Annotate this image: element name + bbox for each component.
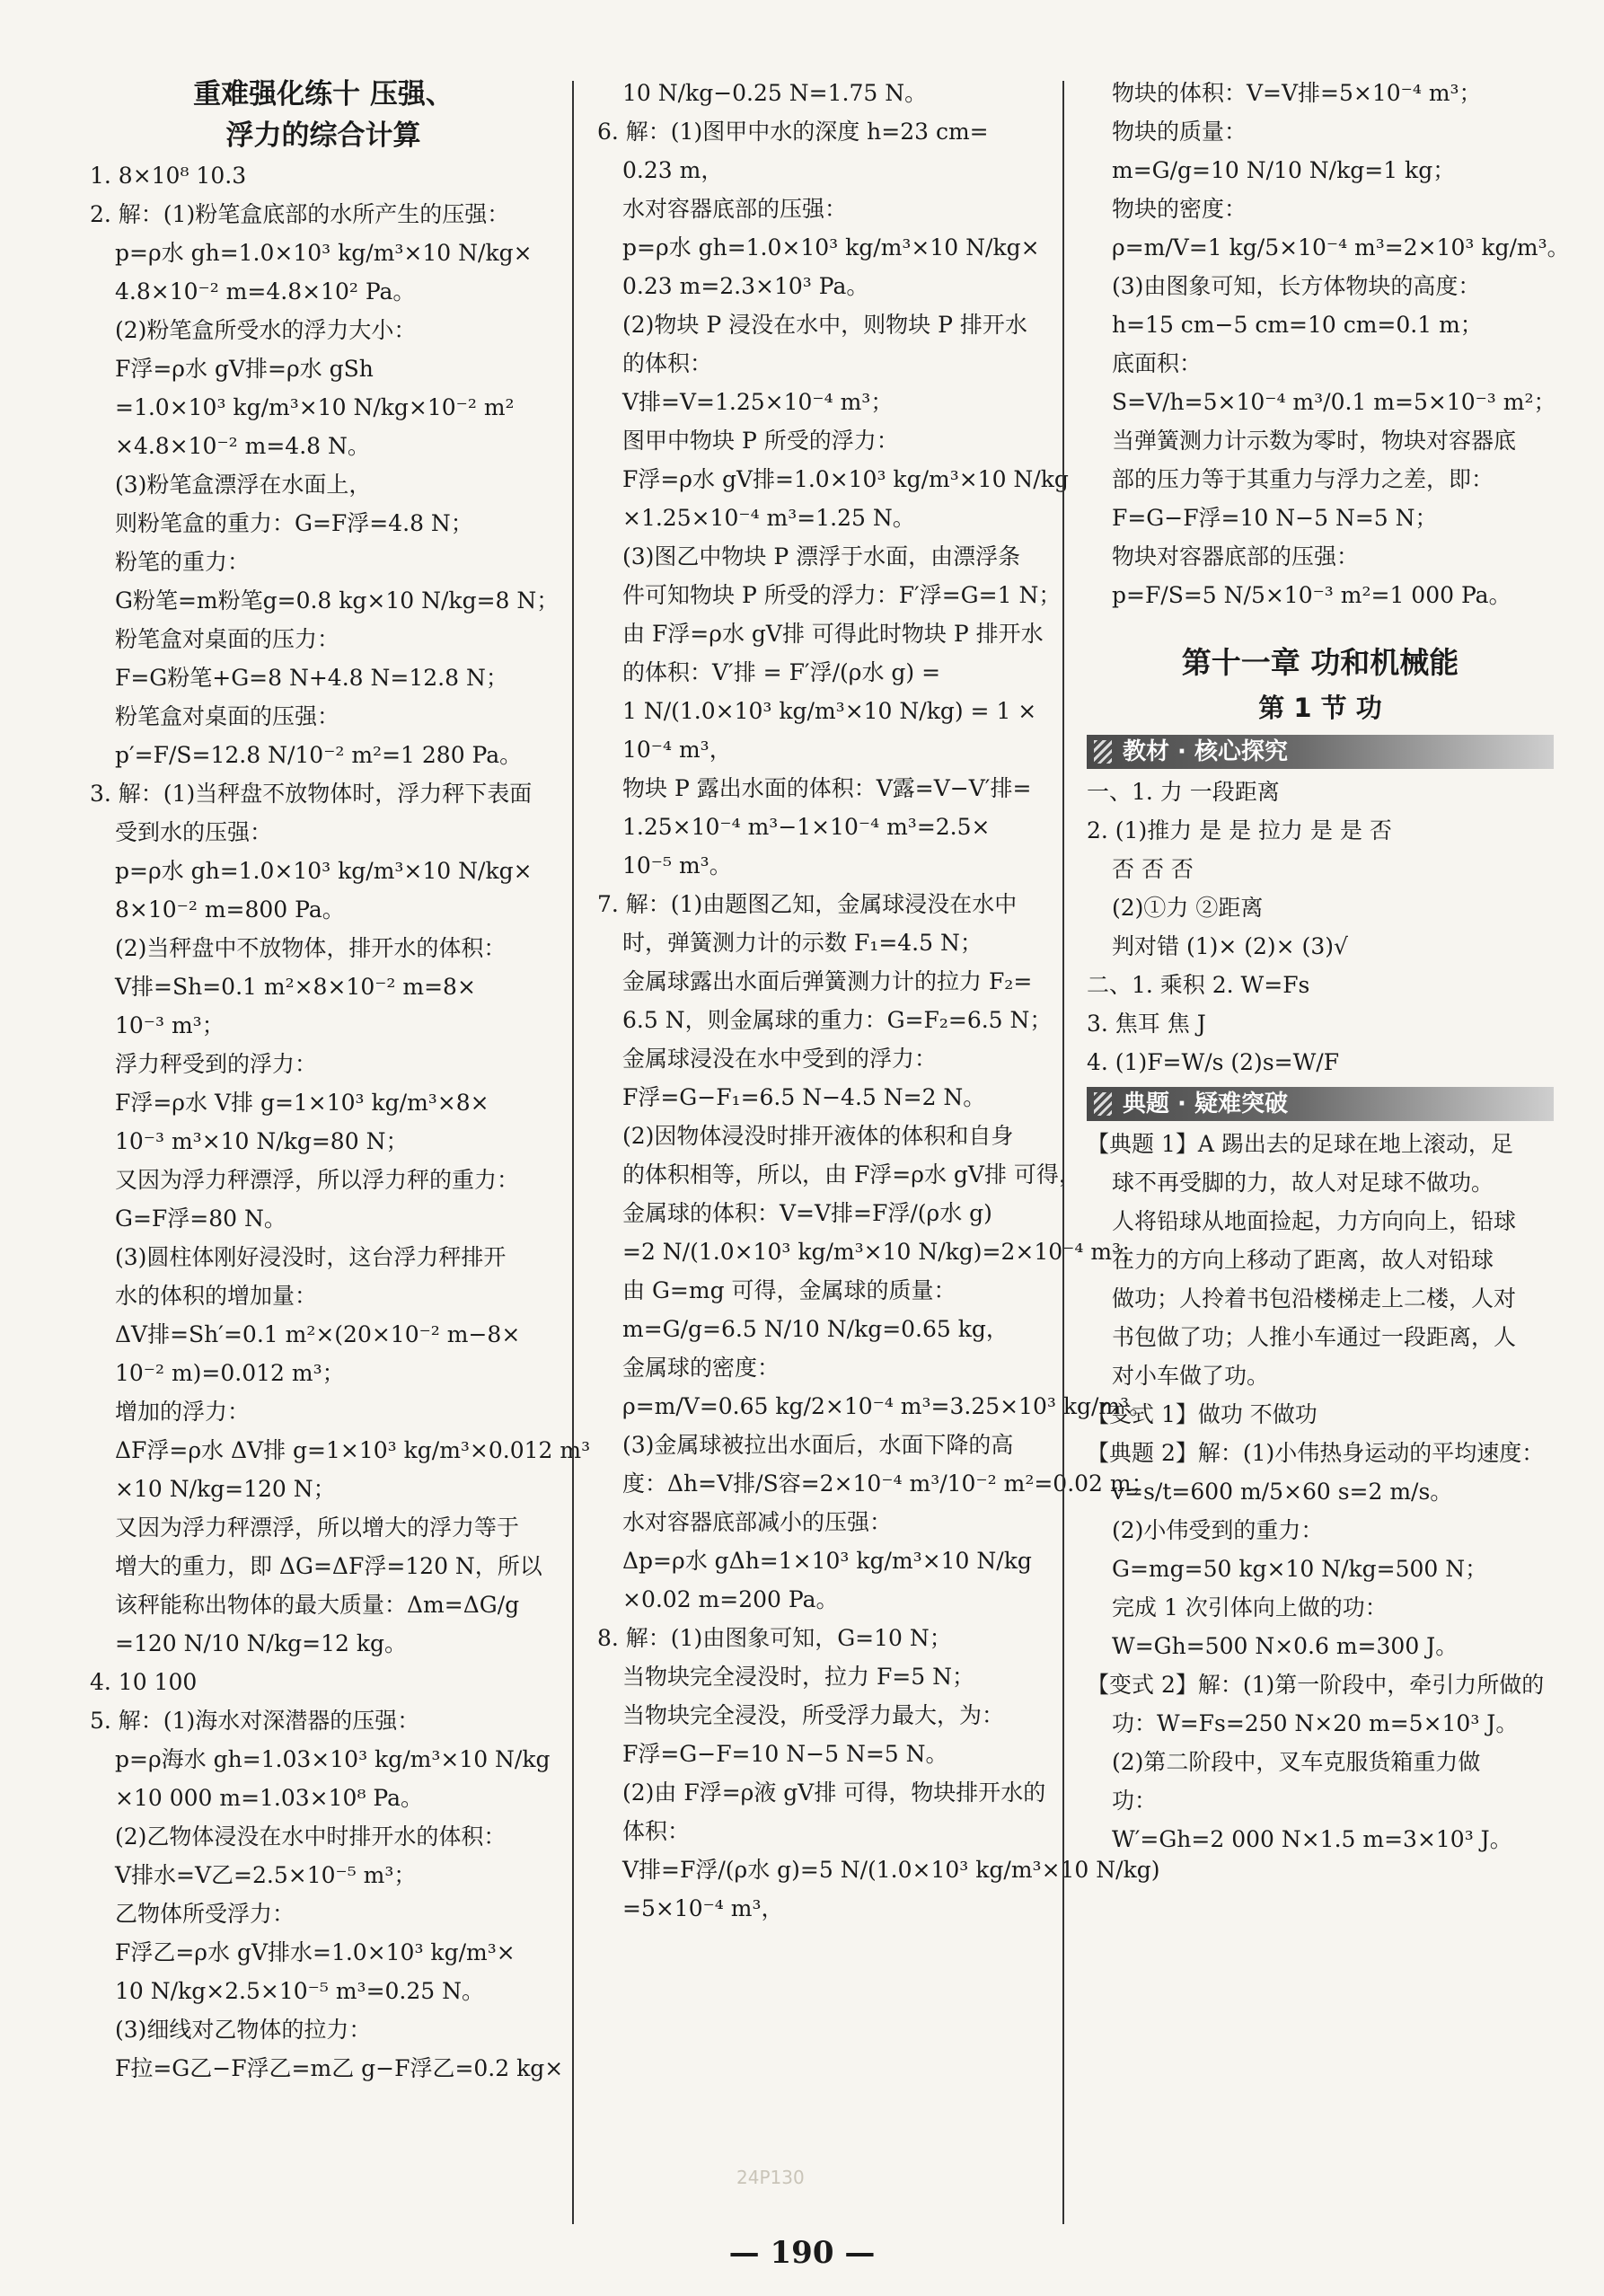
text-line: 增大的重力，即 ΔG=ΔF浮=120 N，所以 <box>115 1553 542 1579</box>
text-line: 功：W=Fs=250 N×20 m=5×10³ J。 <box>1112 1710 1519 1736</box>
text-line: 7. 解：(1)由题图乙知，金属球浸没在水中 <box>597 891 1018 917</box>
text-line: W′=Gh=2 000 N×1.5 m=3×10³ J。 <box>1112 1826 1512 1852</box>
faint-stamp: 24P130 <box>736 2167 805 2188</box>
text-line: 则粉笔盒的重力：G=F浮=4.8 N； <box>115 510 473 536</box>
text-line: F浮=ρ水 gV排=ρ水 gSh <box>115 356 374 382</box>
text-line: F浮乙=ρ水 gV排水=1.0×10³ kg/m³× <box>115 1939 516 1965</box>
text-line: 水对容器底部减小的压强： <box>622 1509 893 1535</box>
text-line: ×10 000 m=1.03×10⁸ Pa。 <box>115 1785 424 1811</box>
text-line: p=ρ水 gh=1.0×10³ kg/m³×10 N/kg× <box>115 240 533 266</box>
text-line: 一、1. 力 一段距离 <box>1087 779 1280 805</box>
text-line: 4.8×10⁻² m=4.8×10² Pa。 <box>115 278 416 305</box>
text-line: 10 N/kg−0.25 N=1.75 N。 <box>622 80 928 106</box>
text-line: F=G−F浮=10 N−5 N=5 N； <box>1112 505 1438 531</box>
text-line: 做功；人拎着书包沿楼梯走上二楼，人对 <box>1112 1285 1517 1311</box>
text-line: 1. 8×10⁸ 10.3 <box>90 163 247 189</box>
text-line: 【典题 2】解：(1)小伟热身运动的平均速度： <box>1087 1440 1545 1466</box>
text-line: 10⁻³ m³×10 N/kg=80 N； <box>115 1128 409 1154</box>
text-line: p=ρ海水 gh=1.03×10³ kg/m³×10 N/kg <box>115 1746 551 1772</box>
text-line: 由 G=mg 可得，金属球的质量： <box>622 1277 956 1303</box>
text-line: 当弹簧测力计示数为零时，物块对容器底 <box>1112 428 1517 454</box>
text-line: 金属球的体积：V=V排=F浮/(ρ水 g) <box>622 1200 992 1226</box>
text-line: 水的体积的增加量： <box>115 1283 318 1309</box>
text-line: p=F/S=5 N/5×10⁻³ m²=1 000 Pa。 <box>1112 582 1511 608</box>
text-line: G=F浮=80 N。 <box>115 1205 286 1232</box>
text-line: h=15 cm−5 cm=10 cm=0.1 m； <box>1112 312 1483 338</box>
text-line: 部的压力等于其重力与浮力之差，即： <box>1112 466 1494 492</box>
chapter-title: 第十一章 功和机械能 <box>1181 645 1459 680</box>
text-line: ×1.25×10⁻⁴ m³=1.25 N。 <box>622 505 915 531</box>
text-line: F浮=G−F₁=6.5 N−4.5 N=2 N。 <box>622 1084 986 1110</box>
text-line: 底面积： <box>1112 350 1203 376</box>
text-line: 判对错 (1)× (2)× (3)√ <box>1112 933 1348 959</box>
text-line: 粉笔盒对桌面的压强： <box>115 703 340 729</box>
text-line: V排=Sh=0.1 m²×8×10⁻² m=8× <box>115 974 476 1000</box>
text-line: 人将铅球从地面捡起，力方向向上，铅球 <box>1112 1208 1517 1234</box>
text-line: 1.25×10⁻⁴ m³−1×10⁻⁴ m³=2.5× <box>622 814 991 840</box>
text-line: 10⁻² m)=0.012 m³； <box>115 1360 345 1386</box>
text-line: 在力的方向上移动了距离，故人对铅球 <box>1112 1247 1494 1273</box>
text-line: 4. 10 100 <box>90 1669 198 1695</box>
text-line: 浮力秤受到的浮力： <box>115 1051 318 1077</box>
text-line: =1.0×10³ kg/m³×10 N/kg×10⁻² m² <box>115 394 515 420</box>
text-line: 5. 解：(1)海水对深潜器的压强： <box>90 1708 420 1734</box>
text-line: F浮=ρ水 gV排=1.0×10³ kg/m³×10 N/kg <box>622 466 1069 492</box>
text-line: 金属球的密度： <box>622 1355 780 1381</box>
text-line: 10 N/kg×2.5×10⁻⁵ m³=0.25 N。 <box>115 1978 484 2004</box>
text-line: =5×10⁻⁴ m³， <box>622 1895 784 1921</box>
text-line: 【变式 2】解：(1)第一阶段中，牵引力所做的 <box>1087 1672 1545 1698</box>
text-line: 3. 解：(1)当秤盘不放物体时，浮力秤下表面 <box>90 781 533 807</box>
section-banner: 教材 · 核心探究 <box>1087 735 1554 769</box>
section-title: 重难强化练十 压强、 <box>193 78 454 110</box>
text-line: 当物块完全浸没时，拉力 F=5 N； <box>622 1664 974 1690</box>
text-line: 物块的质量： <box>1112 119 1247 145</box>
text-line: 1 N/(1.0×10³ kg/m³×10 N/kg) = 1 × <box>622 698 1037 724</box>
text-line: 0.23 m=2.3×10³ Pa。 <box>622 273 869 299</box>
text-line: G=mg=50 kg×10 N/kg=500 N； <box>1112 1556 1488 1582</box>
text-line: v=s/t=600 m/5×60 s=2 m/s。 <box>1112 1479 1453 1505</box>
text-line: (2)①力 ②距离 <box>1112 895 1264 921</box>
text-line: (2)乙物体浸没在水中时排开水的体积： <box>115 1824 507 1850</box>
text-line: m=G/g=10 N/10 N/kg=1 kg； <box>1112 157 1456 183</box>
text-line: 物块的密度： <box>1112 196 1247 222</box>
text-line: p′=F/S=12.8 N/10⁻² m²=1 280 Pa。 <box>115 742 523 768</box>
text-line: 二、1. 乘积 2. W=Fs <box>1087 972 1310 998</box>
text-line: 度：Δh=V排/S容=2×10⁻⁴ m³/10⁻² m²=0.02 m； <box>622 1470 1154 1497</box>
text-line: ΔV排=Sh′=0.1 m²×(20×10⁻² m−8× <box>115 1321 521 1347</box>
text-line: W=Gh=500 N×0.6 m=300 J。 <box>1112 1633 1459 1659</box>
text-line: V排水=V乙=2.5×10⁻⁵ m³； <box>115 1862 417 1888</box>
text-line: 由 F浮=ρ水 gV排 可得此时物块 P 排开水 <box>622 621 1044 647</box>
text-line: ρ=m/V=1 kg/5×10⁻⁴ m³=2×10³ kg/m³。 <box>1112 234 1570 261</box>
text-line: Δp=ρ水 gΔh=1×10³ kg/m³×10 N/kg <box>622 1548 1032 1574</box>
text-line: 图甲中物块 P 所受的浮力： <box>622 428 899 454</box>
text-line: =120 N/10 N/kg=12 kg。 <box>115 1630 407 1656</box>
text-line: 又因为浮力秤漂浮，所以增大的浮力等于 <box>115 1514 520 1541</box>
text-line: (3)圆柱体刚好浸没时，这台浮力秤排开 <box>115 1244 507 1270</box>
text-line: 10⁻³ m³； <box>115 1012 225 1038</box>
text-line: 粉笔的重力： <box>115 549 251 575</box>
text-line: 的体积：V′排 = F′浮/(ρ水 g) = <box>622 659 941 685</box>
text-line: 的体积： <box>622 350 713 376</box>
text-line: ×4.8×10⁻² m=4.8 N。 <box>115 433 370 459</box>
text-line: (2)因物体浸没时排开液体的体积和自身 <box>622 1123 1014 1149</box>
text-line: (3)金属球被拉出水面后，水面下降的高 <box>622 1432 1014 1458</box>
subsection-title: 第 1 节 功 <box>1258 693 1382 723</box>
text-line: 受到水的压强： <box>115 819 273 845</box>
text-line: 体积： <box>622 1818 691 1844</box>
text-line: 【变式 1】做功 不做功 <box>1087 1401 1318 1427</box>
text-line: 2. (1)推力 是 是 拉力 是 是 否 <box>1087 817 1392 843</box>
text-line: (2)小伟受到的重力： <box>1112 1517 1324 1543</box>
text-line: (3)图乙中物块 P 漂浮于水面，由漂浮条 <box>622 543 1021 570</box>
text-line: 该秤能称出物体的最大质量：Δm=ΔG/g <box>115 1592 520 1618</box>
text-line: 否 否 否 <box>1112 856 1194 882</box>
text-line: (2)物块 P 浸没在水中，则物块 P 排开水 <box>622 312 1027 338</box>
text-line: 3. 焦耳 焦 J <box>1087 1011 1206 1037</box>
text-line: 8×10⁻² m=800 Pa。 <box>115 896 345 923</box>
text-line: 又因为浮力秤漂浮，所以浮力秤的重力： <box>115 1167 520 1193</box>
text-line: 功： <box>1112 1788 1158 1814</box>
text-line: 4. (1)F=W/s (2)s=W/F <box>1087 1049 1340 1075</box>
text-line: 增加的浮力： <box>115 1399 251 1425</box>
text-line: F=G粉笔+G=8 N+4.8 N=12.8 N； <box>115 665 508 691</box>
section-title: 浮力的综合计算 <box>225 119 421 152</box>
text-line: ρ=m/V=0.65 kg/2×10⁻⁴ m³=3.25×10³ kg/m³。 <box>622 1393 1152 1419</box>
text-line: 6.5 N，则金属球的重力：G=F₂=6.5 N； <box>622 1007 1053 1033</box>
text-line: F浮=ρ水 V排 g=1×10³ kg/m³×8× <box>115 1090 489 1116</box>
text-line: p=ρ水 gh=1.0×10³ kg/m³×10 N/kg× <box>622 234 1040 261</box>
text-line: 10⁻⁵ m³。 <box>622 852 732 879</box>
text-line: 粉笔盒对桌面的压力： <box>115 626 340 652</box>
text-line: p=ρ水 gh=1.0×10³ kg/m³×10 N/kg× <box>115 858 533 884</box>
right-column <box>1087 74 1570 2242</box>
text-line: (3)粉笔盒漂浮在水面上， <box>115 472 372 498</box>
text-line: ΔF浮=ρ水 ΔV排 g=1×10³ kg/m³×0.012 m³ <box>115 1437 591 1463</box>
text-line: =2 N/(1.0×10³ kg/m³×10 N/kg)=2×10⁻⁴ m³； <box>622 1239 1144 1265</box>
text-line: S=V/h=5×10⁻⁴ m³/0.1 m=5×10⁻³ m²； <box>1112 389 1556 415</box>
text-line: 物块的体积：V=V排=5×10⁻⁴ m³； <box>1112 80 1482 106</box>
text-line: 金属球露出水面后弹簧测力计的拉力 F₂= <box>622 968 1033 994</box>
text-line: 物块 P 露出水面的体积：V露=V−V′排= <box>622 775 1032 801</box>
text-line: 10⁻⁴ m³， <box>622 737 732 763</box>
text-line: (2)当秤盘中不放物体，排开水的体积： <box>115 935 507 961</box>
text-line: 乙物体所受浮力： <box>115 1901 295 1927</box>
column-divider <box>572 81 574 2224</box>
text-line: m=G/g=6.5 N/10 N/kg=0.65 kg， <box>622 1316 1009 1342</box>
text-line: 水对容器底部的压强： <box>622 196 848 222</box>
text-line: V排=F浮/(ρ水 g)=5 N/(1.0×10³ kg/m³×10 N/kg) <box>622 1857 1160 1883</box>
text-line: 8. 解：(1)由图象可知，G=10 N； <box>597 1625 952 1651</box>
text-line: 时，弹簧测力计的示数 F₁=4.5 N； <box>622 930 983 956</box>
text-line: 当物块完全浸没，所受浮力最大，为： <box>622 1702 1005 1728</box>
text-line: 的体积相等，所以，由 F浮=ρ水 gV排 可得， <box>622 1161 1081 1188</box>
text-line: 对小车做了功。 <box>1112 1363 1270 1389</box>
text-line: 2. 解：(1)粉笔盒底部的水所产生的压强： <box>90 201 510 227</box>
text-line: 0.23 m， <box>622 157 724 183</box>
text-line: 件可知物块 P 所受的浮力：F′浮=G=1 N； <box>622 582 1062 608</box>
text-line: (3)由图象可知，长方体物块的高度： <box>1112 273 1481 299</box>
text-line: 完成 1 次引体向上做的功： <box>1112 1594 1388 1620</box>
text-line: F拉=G乙−F浮乙=m乙 g−F浮乙=0.2 kg× <box>115 2055 564 2081</box>
left-column <box>90 74 591 2242</box>
text-line: 书包做了功；人推小车通过一段距离，人 <box>1112 1324 1517 1350</box>
text-line: V排=V=1.25×10⁻⁴ m³； <box>622 389 894 415</box>
text-line: 物块对容器底部的压强： <box>1112 543 1360 570</box>
text-line: 【典题 1】A 踢出去的足球在地上滚动，足 <box>1087 1131 1513 1157</box>
text-line: F浮=G−F=10 N−5 N=5 N。 <box>622 1741 948 1767</box>
text-line: ×10 N/kg=120 N； <box>115 1476 336 1502</box>
page-number: — 190 — <box>728 2235 876 2271</box>
text-line: (2)粉笔盒所受水的浮力大小： <box>115 317 417 343</box>
text-line: 6. 解：(1)图甲中水的深度 h=23 cm= <box>597 119 989 145</box>
section-banner: 典题 · 疑难突破 <box>1087 1087 1554 1121</box>
text-line: (2)第二阶段中，叉车克服货箱重力做 <box>1112 1749 1481 1775</box>
text-line: G粉笔=m粉笔g=0.8 kg×10 N/kg=8 N； <box>115 587 560 614</box>
text-line: (3)细线对乙物体的拉力： <box>115 2017 372 2043</box>
text-line: ×0.02 m=200 Pa。 <box>622 1586 839 1612</box>
text-line: 球不再受脚的力，故人对足球不做功。 <box>1112 1170 1494 1196</box>
column-divider <box>1062 81 1064 2224</box>
text-line: (2)由 F浮=ρ液 gV排 可得，物块排开水的 <box>622 1779 1046 1806</box>
text-line: 金属球浸没在水中受到的浮力： <box>622 1046 938 1072</box>
